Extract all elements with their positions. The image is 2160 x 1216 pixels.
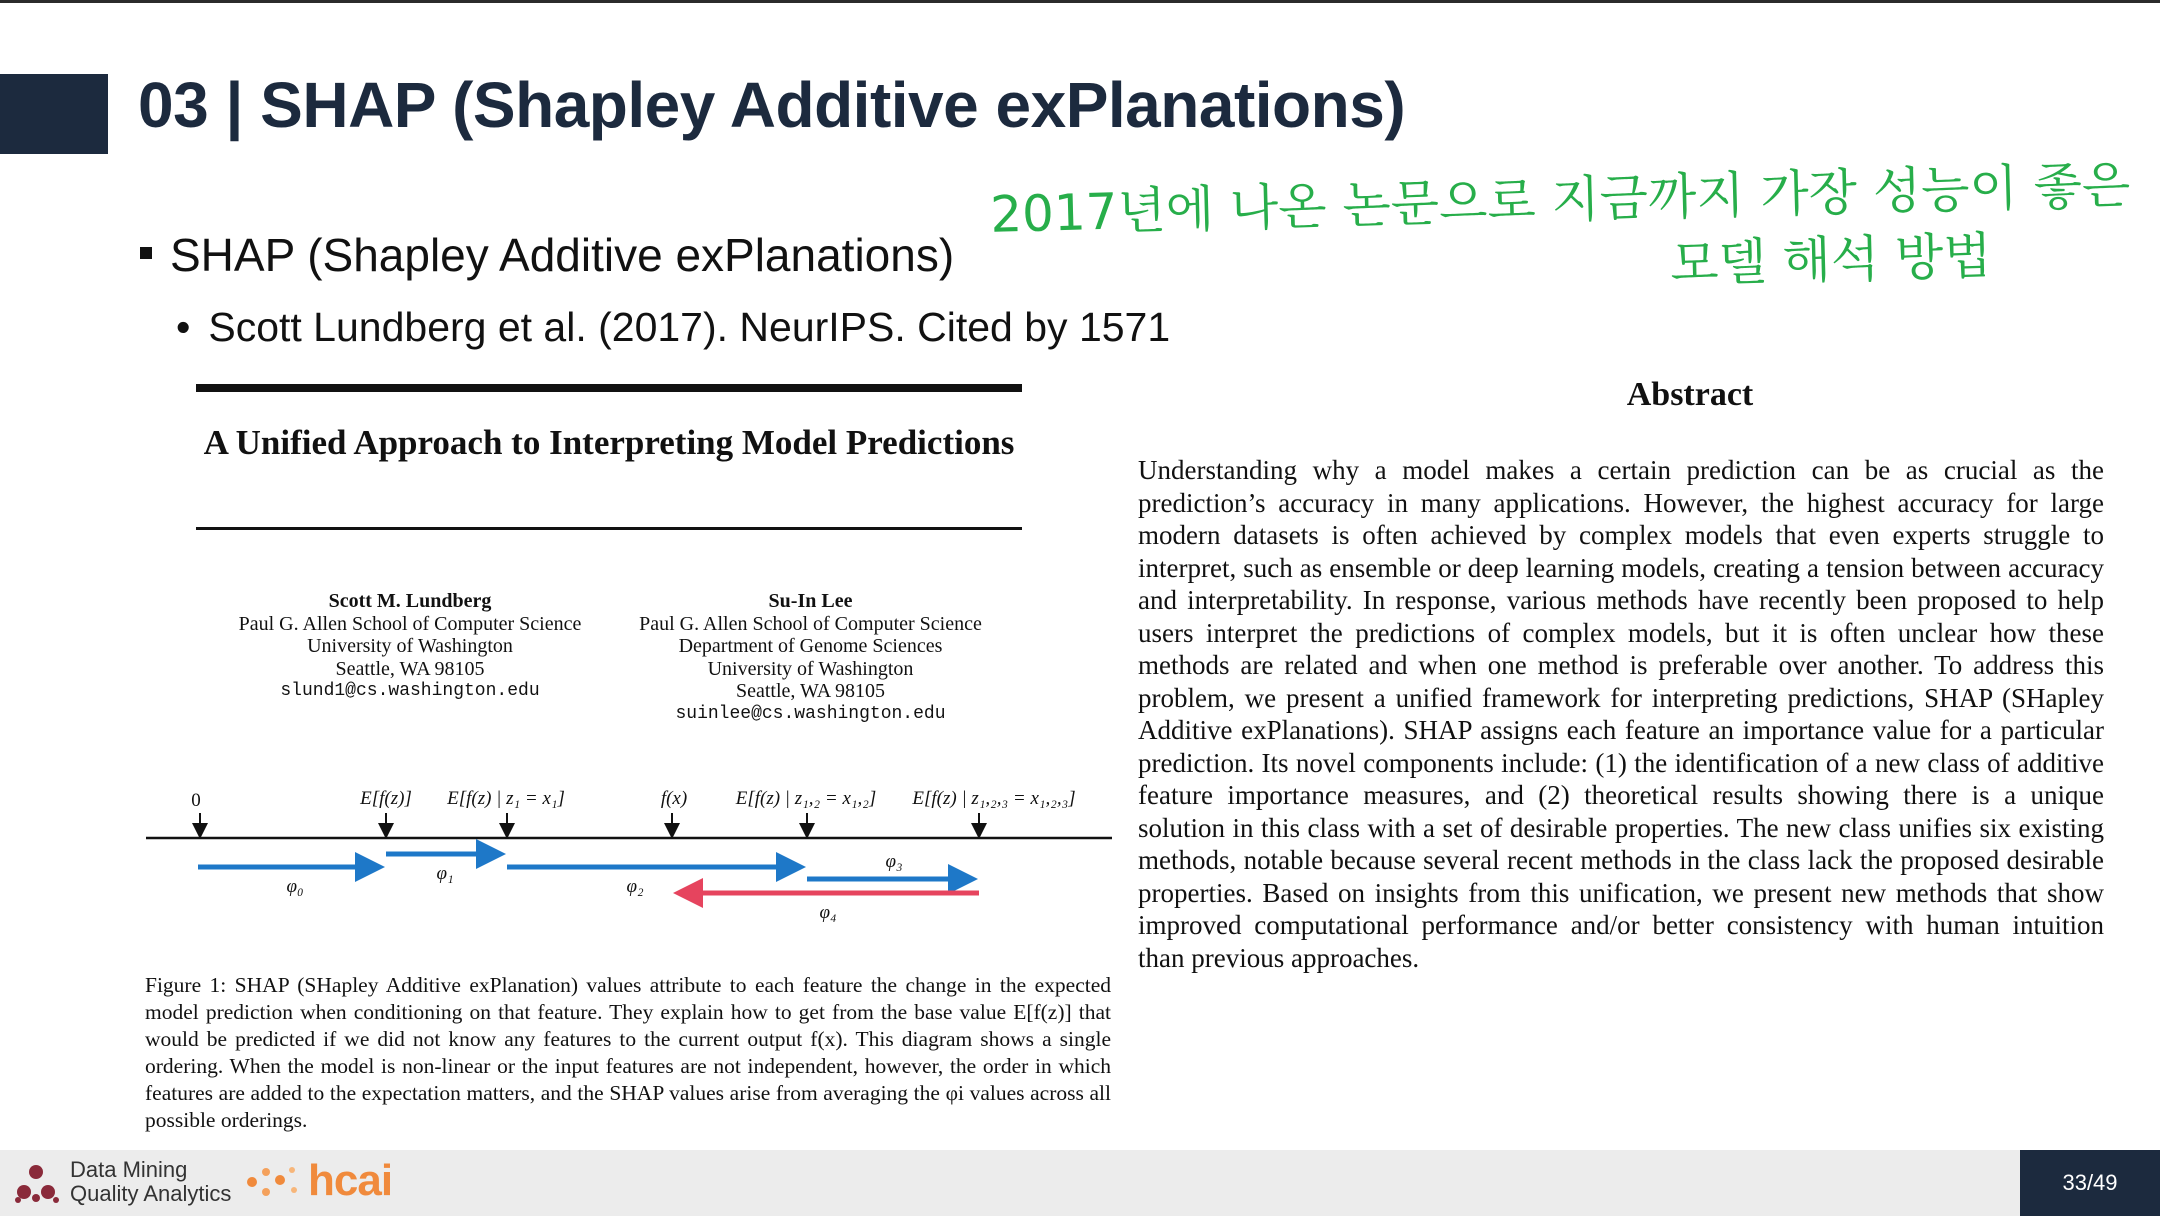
tick-label-base: E[f(z)] <box>360 788 412 809</box>
phi2-label: φ₂ <box>626 876 644 897</box>
author-affiliation: Department of Genome Sciences <box>678 635 943 657</box>
phi1-label: φ₁ <box>436 863 454 884</box>
hcai-logo-text: hcai <box>308 1156 393 1205</box>
author-affiliation: University of Washington <box>707 657 914 680</box>
phi0-label: φ₀ <box>286 876 304 897</box>
author-name: Scott M. Lundberg <box>328 590 492 612</box>
author-email: slund1@cs.washington.edu <box>280 681 540 701</box>
bullet-level1 <box>140 228 954 282</box>
figure-caption: Figure 1: SHAP (SHapley Additive exPlanation) values attribute to each feature the change in the expected model prediction when conditioning on that feature. They explain how to get from the base value E[f(z)] that would be predicted if we did not know any features to the current output f(x). This diagram shows a single ordering. When the model is non-linear or the input features are not independent, however, the order in which features are added to the expectation matters, and the SHAP values arise from averaging the φi values across all possible orderings. <box>145 973 1111 1132</box>
slide-title: 03 | SHAP (Shapley Additive exPlanations) <box>138 69 1406 141</box>
tick-label-0: 0 <box>191 790 201 811</box>
author-affiliation: Seattle, WA 98105 <box>735 680 886 702</box>
abstract-heading: Abstract <box>1626 376 1754 413</box>
square-bullet-icon <box>140 247 152 259</box>
dot-bullet-icon: • <box>176 304 191 350</box>
bullet-level2 <box>176 304 1170 351</box>
tick-label-fx: f(x) <box>660 788 688 809</box>
paper-title-rule <box>196 527 1022 530</box>
phi4-label: φ₄ <box>819 902 837 923</box>
dmqa-logo-line1: Data Mining <box>70 1157 188 1182</box>
dmqa-logo-text <box>70 1158 231 1206</box>
title-accent-bar <box>0 74 108 154</box>
author-affiliation: University of Washington <box>307 635 513 657</box>
abstract-body: Understanding why a model makes a certain prediction can be as crucial as the prediction’s accuracy in many applications. However, the highest accuracy for large modern datasets is often achieved by complex models that even experts struggle to interpret, such as ensemble or deep learning models, creating a tension between accuracy and interpretability. In response, various methods have recently been proposed to help users interpret the predictions of complex models, but it is often unclear how these methods are related and when one method is preferable over another. To address this problem, we present a unified framework for interpreting predictions, SHAP (SHapley Additive exPlanations). SHAP assigns each feature an importance value for a particular prediction. Its novel components include: (1) the identification of a new class of additive feature importance measures, and (2) theoretical results showing there is a unique solution in this class with a set of desirable properties. The new class unifies six existing methods, notable because several recent methods in the class lack the proposed desirable properties. Based on insights from this unification, we present new methods that show improved computational performance and/or better consistency with human intuition than previous approaches. <box>1138 455 2104 973</box>
hcai-dots-icon <box>244 1162 306 1202</box>
tick-label-z123: E[f(z) | z₁,₂,₃ = x₁,₂,₃] <box>912 788 1076 809</box>
author-name: Su-In Lee <box>768 590 853 612</box>
author-affiliation: Seattle, WA 98105 <box>335 657 485 680</box>
page-number: 33/49 <box>2020 1150 2160 1216</box>
paper-title: A Unified Approach to Interpreting Model Predictions <box>203 423 1015 462</box>
top-border-line <box>0 0 2160 3</box>
author-affiliation: Paul G. Allen School of Computer Science <box>238 612 582 635</box>
tick-label-z1: E[f(z) | z₁ = x₁] <box>447 788 565 809</box>
shap-figure-diagram <box>140 775 1120 945</box>
author-email: suinlee@cs.washington.edu <box>675 703 946 724</box>
handwritten-note-line1: 2017년에 나온 논문으로 지금까지 가장 성능이 좋은 <box>989 156 2131 244</box>
handwritten-note-line2: 모델 해석 방법 <box>1669 226 1993 294</box>
dmqa-logo-icon <box>14 1162 62 1206</box>
author-affiliation: Paul G. Allen School of Computer Science <box>639 612 982 635</box>
paper-top-rule <box>196 384 1022 392</box>
author-block-1 <box>220 590 600 703</box>
bullet-level2-text: Scott Lundberg et al. (2017). NeurIPS. Cited by 1571 <box>208 304 1171 350</box>
dmqa-logo-line2: Quality Analytics <box>70 1181 232 1206</box>
author-block-2 <box>628 590 993 725</box>
bullet-level1-text: SHAP (Shapley Additive exPlanations) <box>170 229 955 281</box>
phi3-label: φ₃ <box>885 851 903 872</box>
tick-label-z12: E[f(z) | z₁,₂ = x₁,₂] <box>735 788 877 809</box>
